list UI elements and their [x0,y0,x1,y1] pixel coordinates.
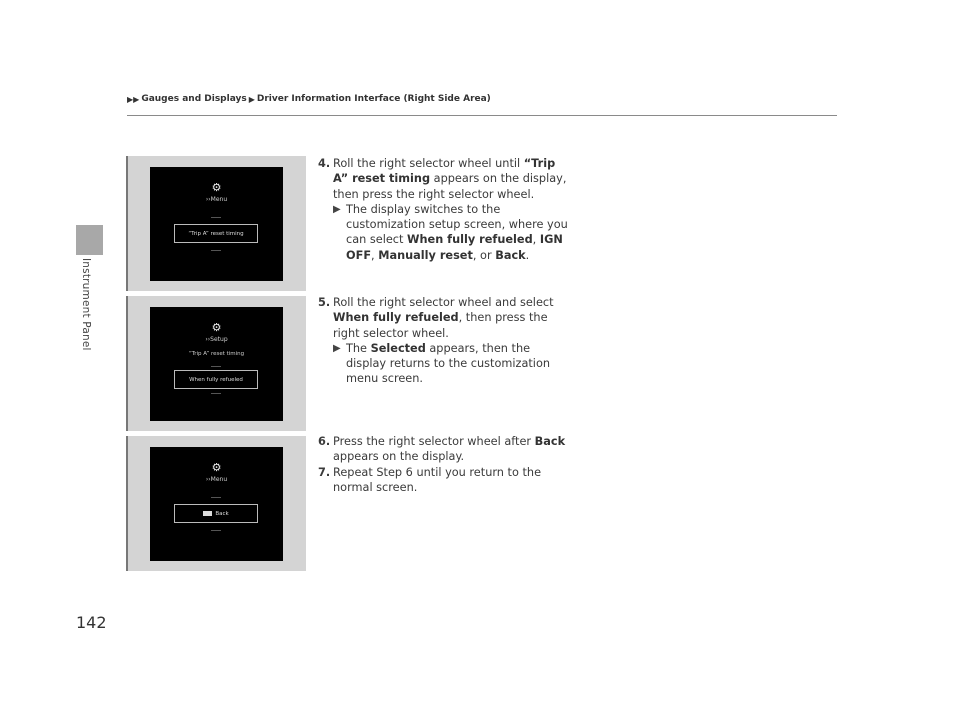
header-divider [127,115,837,116]
section-tab [76,225,103,255]
step-text: Roll the right selector wheel and select When fully refueled, then press the right selector wheel. [333,296,554,340]
result-arrow-icon: ▶ [333,203,341,215]
page-number: 142 [76,613,107,632]
result-arrow-icon: ▶ [333,342,341,354]
display-illustration-1 [126,156,306,291]
breadcrumb-subsection[interactable]: Driver Information Interface (Right Side Area) [256,94,491,104]
step-7 [318,465,568,496]
step-4 [318,156,568,263]
screen-selected-item [174,504,258,523]
display-screen [150,167,283,281]
screen-menu-label: ››Menu [205,476,228,483]
scroll-tick [211,250,221,251]
breadcrumb-arrow-icon: ▶▶ [127,94,140,104]
step-number: 6. [318,435,331,448]
step-number: 7. [318,466,331,479]
gear-icon: ⚙ [211,181,222,194]
step-text: Roll the right selector wheel until “Trip A” reset timing appears on the display, then press the right selector wheel. [333,157,567,201]
breadcrumb-arrow-icon: ▶ [248,94,255,104]
scroll-tick [211,497,221,498]
screen-menu-label: ››Menu [205,196,228,203]
scroll-tick [211,217,221,218]
scroll-tick [211,393,221,394]
breadcrumb [127,94,491,104]
panel-edge [126,296,128,431]
step-text: Repeat Step 6 until you return to the normal screen. [333,466,542,495]
panel-edge [126,156,128,291]
panel-edge [126,436,128,571]
back-label: Back [215,510,229,517]
step-number: 4. [318,157,331,170]
step-5 [318,295,568,387]
scroll-tick [211,366,221,367]
gear-icon: ⚙ [211,321,222,334]
step-6 [318,434,568,465]
display-illustration-2 [126,296,306,431]
screen-menu-label: ››Setup [205,336,228,343]
step-number: 5. [318,296,331,309]
scroll-tick [211,530,221,531]
step-text: Press the right selector wheel after Back appears on the display. [333,435,566,464]
step-result: ▶ The display switches to the customization setup screen, where you can select When fully refueled, IGN OFF, Manually reset, or Back. [333,202,568,262]
step-result: ▶ The Selected appears, then the display returns to the customization menu screen. [333,341,551,386]
display-illustration-3 [126,436,306,571]
screen-selected-item: When fully refueled [174,370,258,389]
section-label: Instrument Panel [80,258,92,351]
display-screen [150,447,283,561]
screen-selected-item: “Trip A” reset timing [174,224,258,243]
gear-icon: ⚙ [211,461,222,474]
display-screen [150,307,283,421]
back-icon [203,511,212,516]
breadcrumb-section[interactable]: Gauges and Displays [141,94,247,104]
screen-title: “Trip A” reset timing [188,351,245,357]
